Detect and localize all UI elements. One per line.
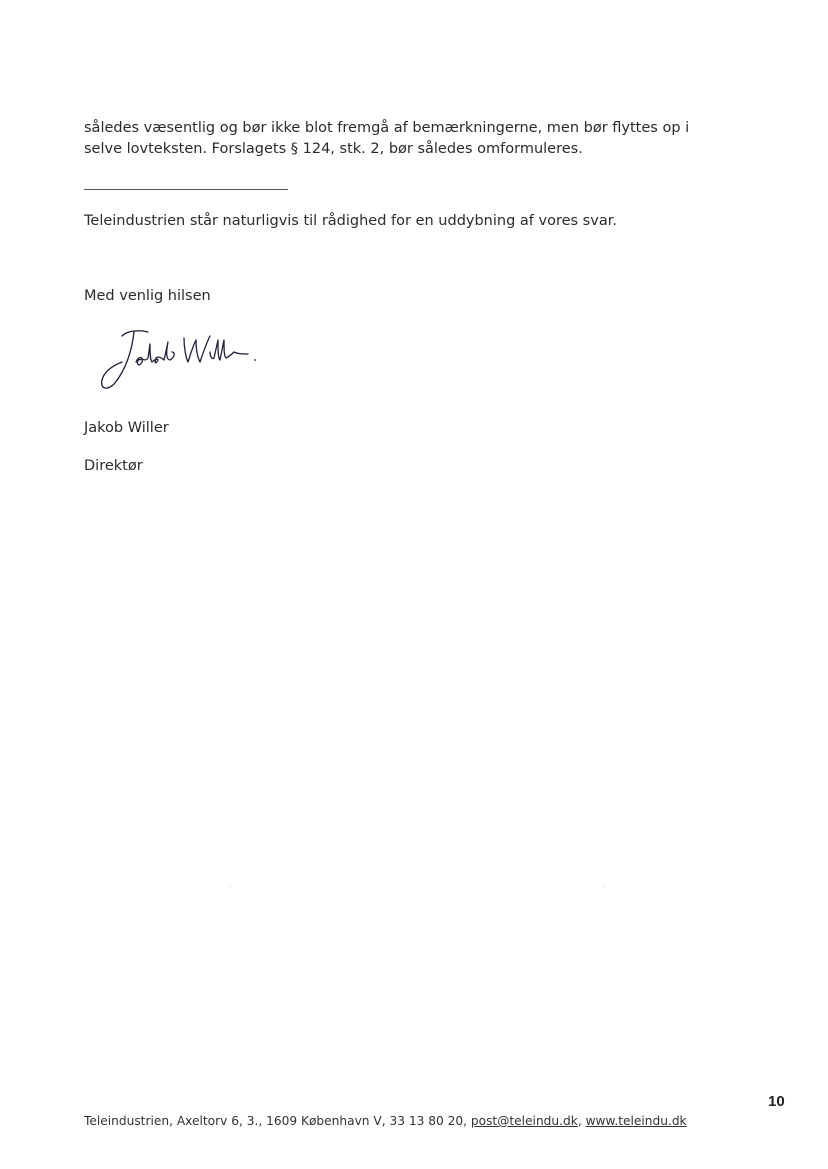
handwritten-signature bbox=[92, 322, 262, 394]
paragraph-1-line-2: selve lovteksten. Forslagets § 124, stk. 2, bør således omformuleres. bbox=[84, 141, 583, 157]
footer-email-link[interactable]: post@teleindu.dk bbox=[470, 1114, 578, 1128]
footer bbox=[84, 1114, 687, 1128]
scan-speck bbox=[604, 886, 605, 887]
body-paragraph-2: Teleindustrien står naturligvis til rådighed for en uddybning af vores svar. bbox=[84, 213, 617, 229]
closing-salutation: Med venlig hilsen bbox=[84, 288, 211, 304]
body-paragraph-1 bbox=[84, 118, 689, 160]
signer-title: Direktør bbox=[84, 458, 143, 474]
page-number: 10 bbox=[768, 1093, 785, 1110]
scan-speck bbox=[230, 886, 231, 887]
paragraph-1-line-1: således væsentlig og bør ikke blot fremgå af bemærkningerne, men bør flyttes op i bbox=[84, 120, 690, 136]
footer-address: Teleindustrien, Axeltorv 6, 3., 1609 København V, 33 13 80 20, bbox=[84, 1114, 471, 1128]
footnote-divider bbox=[84, 189, 288, 190]
footer-separator: , bbox=[577, 1114, 586, 1128]
footer-website-link[interactable]: www.teleindu.dk bbox=[585, 1114, 687, 1128]
signer-name: Jakob Willer bbox=[84, 420, 169, 436]
